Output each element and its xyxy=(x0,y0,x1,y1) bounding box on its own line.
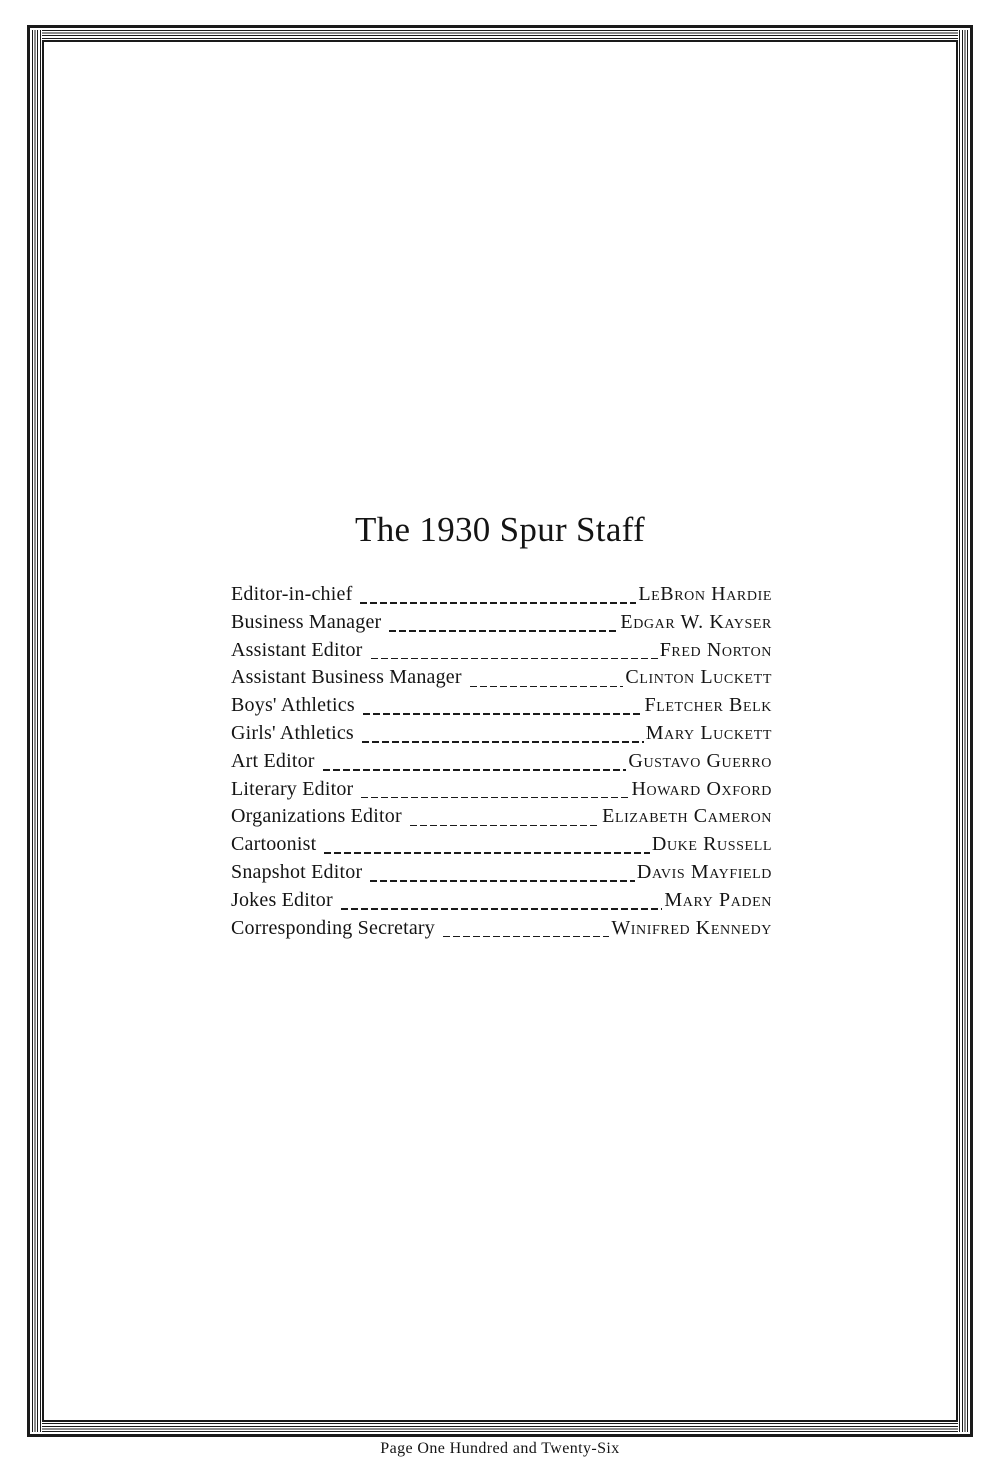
staff-row xyxy=(231,750,772,778)
staff-row xyxy=(231,611,772,639)
staff-row xyxy=(231,833,772,861)
staff-name: Duke Russell xyxy=(651,833,772,856)
staff-name: Winifred Kennedy xyxy=(611,916,772,939)
staff-name: Clinton Luckett xyxy=(625,666,772,689)
staff-name: Mary Luckett xyxy=(645,721,772,744)
staff-row xyxy=(231,722,772,750)
dash-leader xyxy=(370,880,635,882)
staff-row xyxy=(231,805,772,833)
dash-leader xyxy=(324,852,650,854)
staff-name: Mary Paden xyxy=(664,888,772,911)
page-number-footer: Page One Hundred and Twenty-Six xyxy=(380,1440,620,1457)
staff-name: Fred Norton xyxy=(659,638,772,661)
staff-row xyxy=(231,778,772,806)
staff-name: LeBron Hardie xyxy=(638,583,772,605)
staff-name: Fletcher Belk xyxy=(644,694,772,717)
staff-name: Edgar W. Kayser xyxy=(620,610,772,633)
staff-row xyxy=(231,666,772,694)
staff-role: Editor-in-chief xyxy=(231,583,353,605)
dash-leader xyxy=(362,741,644,743)
dash-leader xyxy=(389,630,618,632)
page-title: The 1930 Spur Staff xyxy=(355,510,645,549)
dash-leader xyxy=(363,713,643,715)
staff-row xyxy=(231,694,772,722)
staff-role: Business Manager xyxy=(231,610,382,633)
staff-list xyxy=(231,583,772,944)
staff-role: Organizations Editor xyxy=(231,805,402,828)
dash-leader xyxy=(410,825,600,827)
staff-row xyxy=(231,583,772,611)
staff-name: Howard Oxford xyxy=(631,777,772,800)
dash-leader xyxy=(323,769,627,771)
staff-role: Snapshot Editor xyxy=(231,860,363,883)
staff-name: Davis Mayfield xyxy=(636,860,772,883)
staff-row xyxy=(231,639,772,667)
staff-role: Art Editor xyxy=(231,749,315,772)
dash-leader xyxy=(470,686,624,688)
dash-leader xyxy=(361,797,629,799)
staff-role: Boys' Athletics xyxy=(231,694,355,717)
staff-role: Cartoonist xyxy=(231,833,317,856)
staff-role: Literary Editor xyxy=(231,777,354,800)
dash-leader xyxy=(360,602,636,604)
staff-role: Assistant Editor xyxy=(231,638,363,661)
dash-leader xyxy=(371,658,658,660)
staff-role: Corresponding Secretary xyxy=(231,916,435,939)
dash-leader xyxy=(443,936,609,938)
staff-row xyxy=(231,889,772,917)
staff-row xyxy=(231,917,772,945)
staff-name: Elizabeth Cameron xyxy=(602,805,772,828)
staff-name: Gustavo Guerro xyxy=(628,749,772,772)
staff-role: Assistant Business Manager xyxy=(231,666,462,689)
staff-row xyxy=(231,861,772,889)
staff-role: Jokes Editor xyxy=(231,888,333,911)
dash-leader xyxy=(341,908,663,910)
staff-role: Girls' Athletics xyxy=(231,721,354,744)
